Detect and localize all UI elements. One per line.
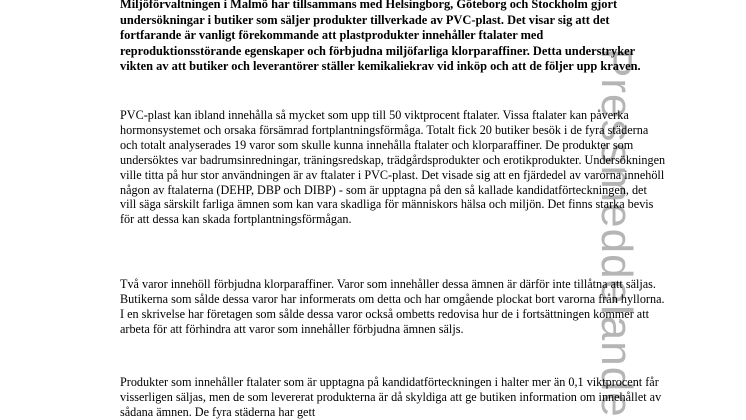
body-paragraph-1: PVC-plast kan ibland innehålla så mycket som upp till 50 viktprocent ftalater. Vissa ftalater kan påverka hormonsystemet och orsaka försämrad fortplantningsförmåga. Totalt fick 20 butiker besök i de fyra städerna och totalt analyserades 19 varor som skulle kunna innehålla ftalater och klorparaffiner. De produkter som undersöktes var badrumsinredningar, träningsredskap, trädgårdsprodukter och erotikprodukter. Undersökningen ville titta på hur stor användningen är av ftalater i PVC-plast. Det visade sig att en fjärdedel av varorna innehöll någon av ftalaterna (DEHP, DBP och DIBP) - som är upptagna på den så kallade kandidatförteckningen, det vill säga särskilt farliga ämnen som kan vara skadliga för människors hälsa och miljön. Det finns starka bevis för att dessa kan skada fortplantningsförmågan.	[120, 108, 666, 227]
body-paragraph-2: Två varor innehöll förbjudna klorparaffiner. Varor som innehåller dessa ämnen är därför inte tillåtna att säljas. Butikerna som sålde dessa varor har informerats om detta och har omgående plockat bort varorna från hyllorna. I en skrivelse har företagen som sålde dessa varor också ombetts redovisa hur de i fortsättningen kommer att arbeta för att förhindra att varor som innehåller förbjudna ämnen säljs.	[120, 277, 665, 336]
body-paragraph-3: Produkter som innehåller ftalater som är upptagna på kandidatförteckningen i halter mer än 0,1 viktprocent får visserligen säljas, men de som levererat produkterna är då skyldiga att ge butiken information om innehållet av sådana ämnen. De fyra städerna har gett	[120, 375, 662, 419]
lead-paragraph: Miljöförvaltningen i Malmö har tillsammans med Helsingborg, Göteborg och Stockholm gjort undersökningar i butiker som säljer produkter tillverkade av PVC-plast. Det visar sig att det fortfarande är vanligt förekommande att plastprodukter innehåller ftalater med reproduktionsstörande egenskaper och förbjudna miljöfarliga klorparaffiner. Detta understryker vikten av att butiker och leverantörer ställer kemikaliekrav vid inköp och att de följer upp kraven.	[120, 0, 641, 74]
side-heading: Pressmeddelande	[592, 48, 641, 418]
